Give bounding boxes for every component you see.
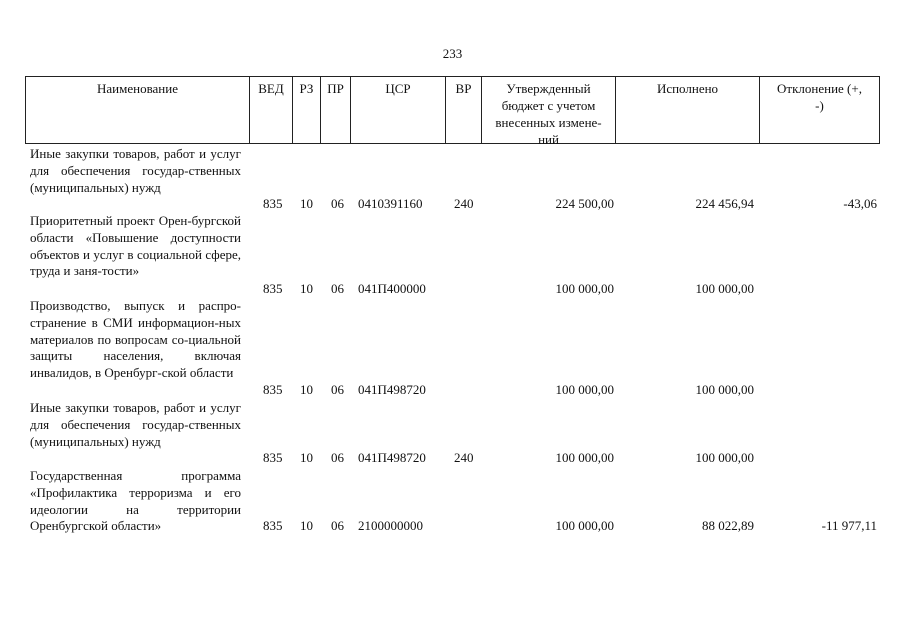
- row-executed: 224 456,94: [695, 196, 754, 211]
- header-csr: ЦСР: [351, 77, 446, 143]
- header-name: Наименование: [26, 77, 250, 143]
- row-ved: 835: [263, 518, 283, 533]
- header-vr: ВР: [446, 77, 482, 143]
- row-csr: 041П400000: [358, 281, 426, 296]
- row-ved: 835: [263, 450, 283, 465]
- row-executed: 100 000,00: [695, 450, 754, 465]
- header-ved: ВЕД: [250, 77, 293, 143]
- row-vr: 240: [454, 196, 474, 211]
- row-executed: 100 000,00: [695, 281, 754, 296]
- row-budget: 100 000,00: [555, 281, 614, 296]
- row-pr: 06: [331, 196, 344, 211]
- row-rz: 10: [300, 382, 313, 397]
- row-rz: 10: [300, 281, 313, 296]
- row-csr: 2100000000: [358, 518, 423, 533]
- row-name: Государственная программа «Профилактика терроризма и его идеологии на территории Оренбургской области»: [30, 468, 241, 534]
- row-pr: 06: [331, 518, 344, 533]
- row-pr: 06: [331, 382, 344, 397]
- row-deviation: -11 977,11: [821, 518, 877, 533]
- row-ved: 835: [263, 382, 283, 397]
- row-name: Иные закупки товаров, работ и услуг для обеспечения государ-ственных (муниципальных) нужд: [30, 146, 241, 195]
- header-deviation: Отклонение (+, -): [777, 81, 862, 113]
- row-executed: 88 022,89: [702, 518, 754, 533]
- row-name: Приоритетный проект Орен-бургской области «Повышение доступности объектов и услуг в социальной сфере, труда и заня-тости»: [30, 213, 241, 279]
- page-number: 233: [442, 46, 463, 61]
- table-row: [0, 468, 905, 538]
- table-row: [0, 298, 905, 400]
- row-budget: 100 000,00: [555, 382, 614, 397]
- header-pr: ПР: [321, 77, 351, 143]
- row-budget: 224 500,00: [555, 196, 614, 211]
- header-executed: Исполнено: [616, 77, 760, 143]
- row-csr: 0410391160: [358, 196, 423, 211]
- header-rz: РЗ: [293, 77, 321, 143]
- row-executed: 100 000,00: [695, 382, 754, 397]
- row-pr: 06: [331, 281, 344, 296]
- row-budget: 100 000,00: [555, 450, 614, 465]
- row-name: Производство, выпуск и распро-странение в СМИ информацион-ных материалов по вопросам со-циальной защиты населения, включая инвалидов, в Оренбург-ской области: [30, 298, 241, 381]
- row-vr: 240: [454, 450, 474, 465]
- row-rz: 10: [300, 518, 313, 533]
- table-header: [25, 76, 880, 147]
- table-row: [0, 146, 905, 214]
- header-budget: Утвержденный бюджет с учетом внесенных измене-ний: [482, 77, 616, 143]
- row-budget: 100 000,00: [555, 518, 614, 533]
- row-ved: 835: [263, 196, 283, 211]
- row-rz: 10: [300, 196, 313, 211]
- row-csr: 041П498720: [358, 382, 426, 397]
- row-name: Иные закупки товаров, работ и услуг для обеспечения государ-ственных (муниципальных) нужд: [30, 400, 241, 449]
- row-csr: 041П498720: [358, 450, 426, 465]
- table-row: [0, 213, 905, 298]
- row-deviation: -43,06: [843, 196, 877, 211]
- table-row: [0, 400, 905, 468]
- row-rz: 10: [300, 450, 313, 465]
- row-ved: 835: [263, 281, 283, 296]
- row-pr: 06: [331, 450, 344, 465]
